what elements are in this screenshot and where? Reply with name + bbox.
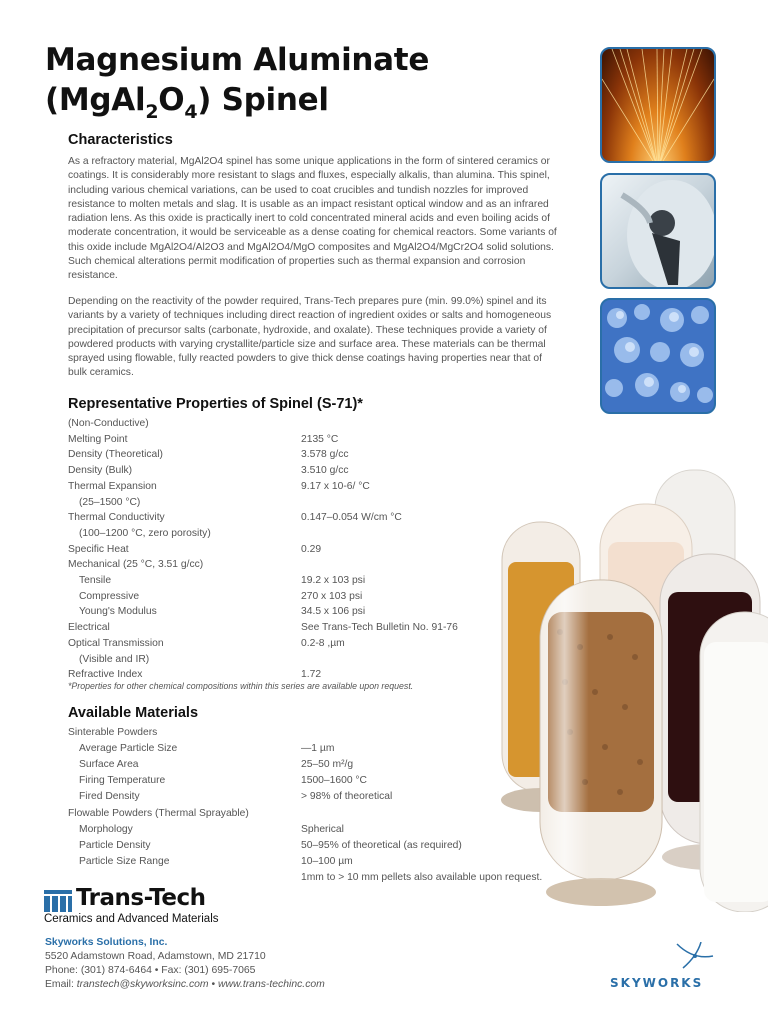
skyworks-wordmark: SKYWORKS [610, 976, 704, 990]
property-row [68, 434, 568, 448]
row-value: See Trans-Tech Bulletin No. 91-76 [301, 622, 458, 634]
powder-jars-photo [490, 462, 768, 912]
row-label: Thermal Expansion [68, 480, 157, 492]
characteristics-paragraph-2: Depending on the reactivity of the powder required, Trans-Tech prepares pure (min. 99.0%) spinel and its variants by a variety of techniques including direct reaction of ingredient oxides or salts and homogeneous precipitation of precursor salts (carbonate, hydroxide, and oxalate). These techniques provide a variety of powdered products with varying crystallite/particle size and surface area. These materials can be thermal sprayed using flowable, fully reacted powders to give thick dense coatings having properties near that of bulk ceramics. [68, 296, 552, 379]
row-value: 2135 °C [301, 433, 339, 445]
skyworks-logo [605, 942, 715, 990]
row-label: Electrical [68, 622, 110, 634]
row-value: 270 x 103 psi [301, 590, 363, 602]
row-value: 0.29 [301, 543, 322, 555]
row-value: 1.72 [301, 669, 322, 681]
row-label: Mechanical (25 °C, 3.51 g/cc) [68, 559, 204, 571]
row-value: 19.2 x 103 psi [301, 575, 366, 586]
row-label: (25–1500 °C) [79, 496, 141, 508]
row-label: Particle Size Range [79, 855, 170, 867]
row-value: 0.2-8 ,µm [301, 637, 345, 649]
row-label: Fired Density [79, 791, 140, 803]
website-link[interactable]: www.trans-techinc.com [218, 979, 325, 990]
address-line: 5520 Adamstown Road, Adamstown, MD 21710 [45, 951, 266, 962]
materials-heading: Available Materials [68, 705, 199, 721]
row-label: Specific Heat [68, 543, 129, 555]
hip-implant-xray-photo [600, 173, 716, 289]
sparks-image [602, 49, 714, 161]
row-label: Surface Area [79, 759, 139, 771]
contact-block [45, 936, 325, 992]
property-row [68, 418, 568, 432]
page-title [45, 40, 430, 123]
row-value: 0.147–0.054 W/cm °C [301, 512, 402, 524]
skyworks-swoosh-icon [605, 942, 715, 978]
row-value: > 98% of theoretical [301, 791, 393, 803]
title-line2: $(MgAl_2O_4)$ Spinel [45, 82, 329, 123]
row-label: Particle Density [79, 839, 151, 851]
row-label: Firing Temperature [79, 775, 166, 787]
row-label: Melting Point [68, 433, 128, 445]
row-value: 3.578 g/cc [301, 449, 349, 461]
row-label: Compressive [79, 590, 140, 602]
properties-footnote: *Properties for other chemical compositions within this series are available upon request. [68, 681, 414, 691]
title-line1: Magnesium Aluminate [45, 42, 430, 78]
row-value: 1500–1600 °C [301, 775, 367, 787]
row-label: Flowable Powders (Thermal Sprayable) [68, 807, 249, 819]
characteristics-paragraph-1: As a refractory material, MgAl2O4 spinel has some unique applications in the form of sintered ceramics or coatings. It is considerably more resistant to slags and fluxes, especially alkalis, than alumina. This spinel, including various chemical variations, can be used to coat crucibles and tundish nozzles for improved resistance to molten metals and slag. It is usable as an impact resistant optical window and as an infrared radiation lens. As this oxide is practically inert to cold concentrated mineral acids and even boiling acids of moderate concentration, it would be serviceable as a dense coating for chemical reactors. Some variants of this oxide include MgAl2O4/Al2O3 and MgAl2O4/MgO composites and MgAl2O4/MgCr2O4 solid solutions. Such chemical alterations permit modification of properties such as thermal expansion and corrosion resistance. [68, 156, 557, 282]
row-label: Young's Modulus [79, 606, 157, 618]
row-value: 25–50 m²/g [301, 759, 354, 771]
hip-implant-image [602, 175, 714, 287]
crystal-micrograph-photo [600, 298, 716, 414]
row-label: (Non-Conductive) [68, 418, 149, 429]
row-value: 34.5 x 106 psi [301, 606, 366, 618]
row-value: 3.510 g/cc [301, 465, 349, 477]
row-label: Average Particle Size [79, 743, 178, 755]
row-value: 50–95% of theoretical (as required) [301, 839, 462, 851]
row-label: Density (Bulk) [68, 465, 133, 477]
row-value: —1 µm [301, 743, 335, 755]
crystal-image [602, 300, 714, 412]
row-value: 1mm to > 10 mm pellets also available upon request. [301, 871, 543, 883]
trans-tech-logo [44, 887, 224, 936]
row-label: Sinterable Powders [68, 727, 158, 738]
characteristics-heading: Characteristics [68, 132, 173, 148]
properties-heading: Representative Properties of Spinel (S-71)* [68, 396, 363, 412]
phone-fax-line: Phone: (301) 874-6464 • Fax: (301) 695-7065 [45, 965, 256, 976]
row-label: Tensile [79, 575, 112, 586]
row-value: 9.17 x 10-6/ °C [301, 480, 370, 492]
row-label: (Visible and IR) [79, 653, 150, 665]
row-value: 10–100 µm [301, 855, 353, 867]
email-link[interactable]: transtech@skyworksinc.com [76, 979, 209, 990]
row-value: Spherical [301, 823, 344, 835]
company-name: Skyworks Solutions, Inc. [45, 937, 168, 948]
sparks-photo [600, 47, 716, 163]
row-label: Density (Theoretical) [68, 449, 163, 461]
row-label: Refractive Index [68, 669, 143, 681]
row-label: Thermal Conductivity [68, 512, 165, 524]
row-label: Morphology [79, 823, 133, 835]
row-label: Optical Transmission [68, 637, 164, 649]
trans-tech-wordmark: Trans-Tech [76, 885, 206, 911]
trans-tech-tagline: Ceramics and Advanced Materials [44, 913, 219, 925]
email-web-line: Email: transtech@skyworksinc.com • www.trans-techinc.com [45, 979, 325, 990]
row-label: (100–1200 °C, zero porosity) [79, 527, 211, 539]
